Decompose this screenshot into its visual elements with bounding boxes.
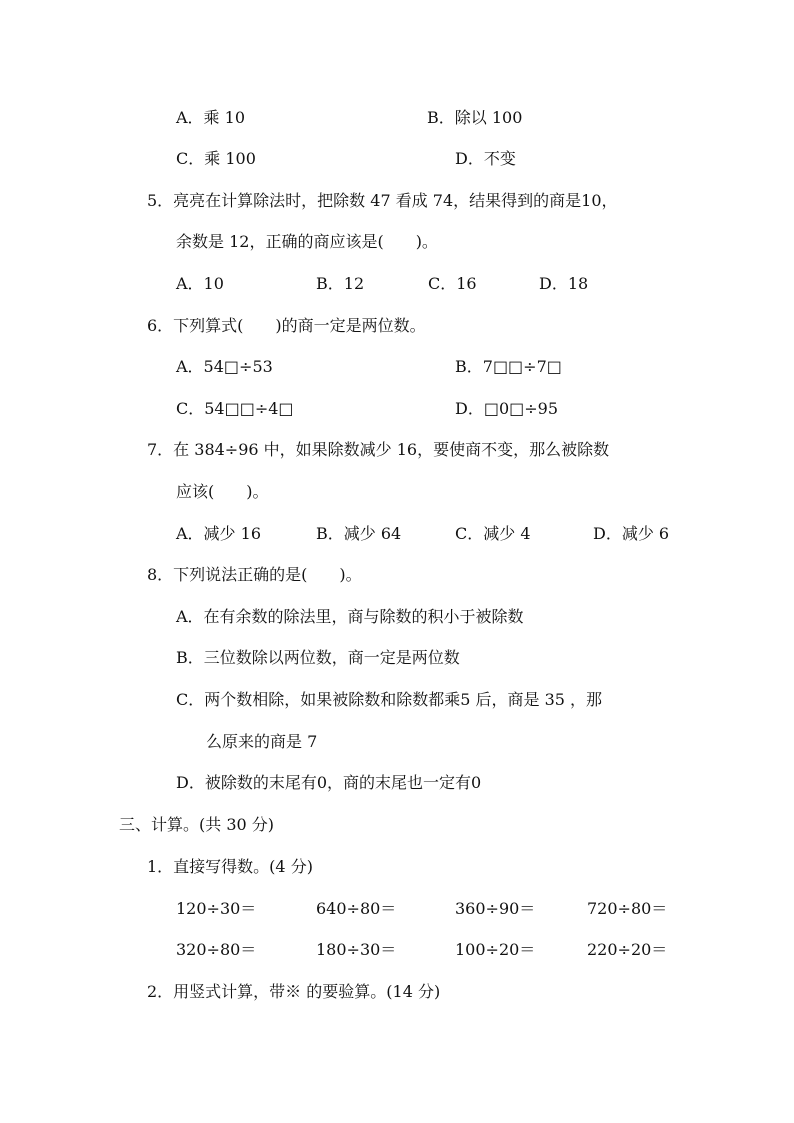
q6-option-a: A．54□÷53 [176, 357, 273, 376]
calc-item: 360÷90＝ [455, 899, 536, 918]
q6-option-c: C．54□□÷4□ [176, 399, 294, 418]
q7-stem-line1: 7．在 384÷96 中，如果除数减少 16，要使商不变，那么被除数 [147, 440, 610, 459]
q6-option-d: D．□0□÷95 [455, 399, 559, 418]
q5-stem-line2: 余数是 12，正确的商应该是( )。 [176, 232, 438, 251]
q8-option-c-line2: 么原来的商是 7 [206, 732, 318, 751]
q5-option-c: C．16 [428, 274, 477, 293]
q6-option-b: B．7□□÷7□ [455, 357, 562, 376]
q7-option-b: B．减少 64 [316, 524, 402, 543]
q7-option-d: D．减少 6 [593, 524, 670, 543]
section-3-part1-title: 1．直接写得数。(4 分) [147, 857, 313, 876]
q8-stem: 8．下列说法正确的是( )。 [147, 565, 362, 584]
q4-option-b: B．除以 100 [427, 108, 523, 127]
calc-item: 320÷80＝ [176, 940, 257, 959]
q7-option-c: C．减少 4 [455, 524, 531, 543]
q6-stem: 6．下列算式( )的商一定是两位数。 [147, 316, 426, 335]
q7-option-a: A．减少 16 [176, 524, 262, 543]
calc-item: 720÷80＝ [587, 899, 668, 918]
q4-option-c: C．乘 100 [176, 149, 256, 168]
q4-option-a: A．乘 10 [176, 108, 246, 127]
calc-item: 640÷80＝ [316, 899, 397, 918]
q7-stem-line2: 应该( )。 [176, 482, 269, 501]
q5-option-a: A．10 [176, 274, 224, 293]
q4-option-d: D．不变 [455, 149, 516, 168]
q5-stem-line1: 5．亮亮在计算除法时，把除数 47 看成 74，结果得到的商是10， [147, 191, 618, 210]
q5-option-d: D．18 [539, 274, 589, 293]
q5-option-b: B．12 [316, 274, 365, 293]
calc-item: 120÷30＝ [176, 899, 257, 918]
calc-item: 220÷20＝ [587, 940, 668, 959]
q8-option-a: A．在有余数的除法里，商与除数的积小于被除数 [176, 607, 524, 626]
q8-option-d: D．被除数的末尾有0，商的末尾也一定有0 [176, 773, 482, 792]
section-3-title: 三、计算。(共 30 分) [119, 815, 275, 834]
calc-item: 100÷20＝ [455, 940, 536, 959]
section-3-part2-title: 2．用竖式计算，带※ 的要验算。(14 分) [147, 982, 441, 1001]
calc-item: 180÷30＝ [316, 940, 397, 959]
q8-option-c-line1: C．两个数相除，如果被除数和除数都乘5 后，商是 35 ，那 [176, 690, 603, 709]
q8-option-b: B．三位数除以两位数，商一定是两位数 [176, 648, 460, 667]
